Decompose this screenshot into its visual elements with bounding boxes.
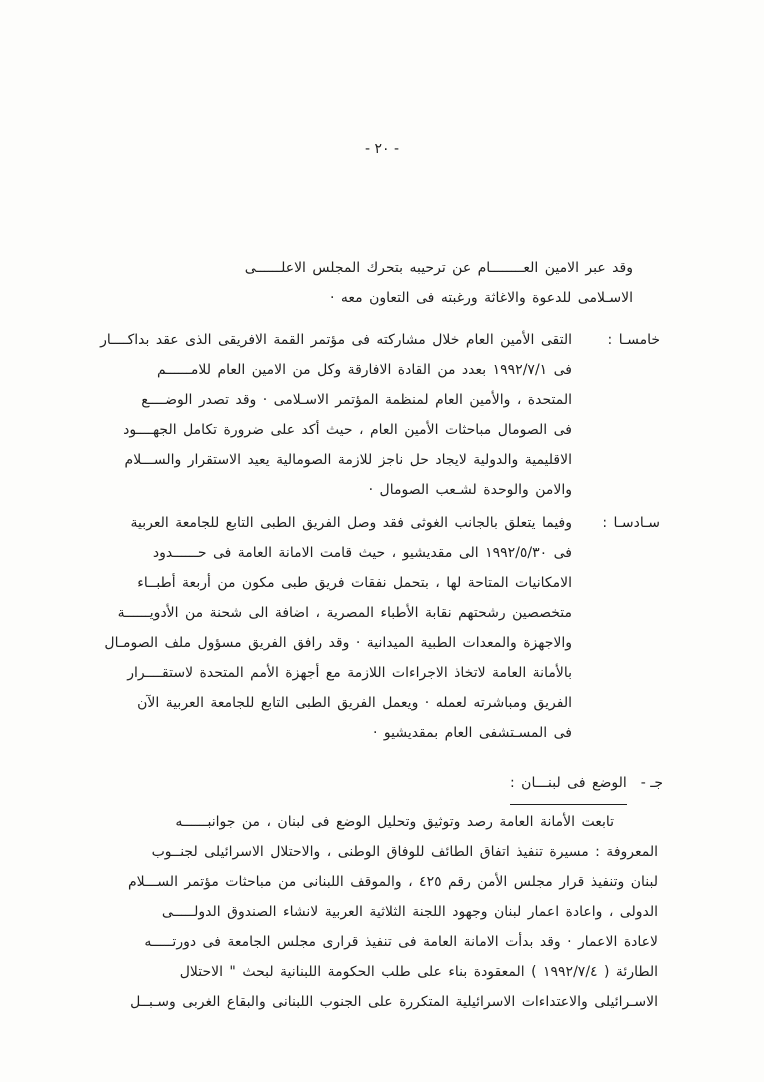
- item-sixth: [104, 508, 660, 748]
- text-line: الفريق ومباشرته لعمله · ويعمل الفريق الطبى التابع للجامعة العربية الآن: [137, 695, 572, 711]
- text-line: المعروفة : مسيرة تنفيذ اتفاق الطائف للوفاق الوطنى ، والاحتلال الاسرائيلى لجنــوب: [151, 844, 658, 860]
- text-line: وقد عبر الامين العــــــــام عن ترحيبه بتحرك المجلس الاعلــــــى: [244, 260, 633, 276]
- lebanon-section-heading: [510, 768, 663, 805]
- text-line: الطارئة ( ١٩٩٢/٧/٤ ) المعقودة بناء على طلب الحكومة اللبنانية لبحث " الاحتلال: [179, 964, 658, 980]
- text-line: لاعادة الاعمار · وقد بدأت الامانة العامة فى تنفيذ قرارى مجلس الجامعة فى دورتـــــه: [144, 934, 658, 950]
- item-fifth: [100, 325, 660, 505]
- item-sixth-label: سـادسـا :: [602, 515, 660, 531]
- text-line: الاسـلامى للدعوة والاغاثة ورغبته فى التعاون معه ·: [330, 290, 633, 306]
- text-line: الامكانيات المتاحة لها ، بتحمل نفقات فريق طبى مكون من أربعة أطبــاء: [137, 575, 572, 591]
- text-line: فى الصومال مباحثات الأمين العام ، حيث أكد على ضرورة تكامل الجهــــود: [123, 422, 572, 438]
- text-line: بالأمانة العامة لاتخاذ الاجراءات اللازمة مع أجهزة الأمم المتحدة لاستقــــرار: [127, 665, 572, 681]
- text-line: متخصصين رشحتهم نقابة الأطباء المصرية ، اضافة الى شحنة من الأدويــــــة: [117, 605, 572, 621]
- text-line: الاسـرائيلى والاعتداءات الاسرائيلية المتكررة على الجنوب اللبنانى والبقاع الغربى وسـبــل: [130, 994, 658, 1010]
- text-line: فى المسـتشفى العام بمقديشيو ·: [372, 725, 572, 741]
- text-line: فى ١٩٩٢/٧/١ بعدد من القادة الافارقة وكل من الامين العام للامــــــم: [156, 362, 572, 378]
- section-marker: جـ -: [640, 775, 663, 791]
- text-line: الدولى ، واعادة اعمار لبنان وجهود اللجنة الثلاثية العربية لانشاء الصندوق الدولـــــى: [161, 904, 658, 920]
- section-title: الوضع فى لبنـــان :: [510, 768, 627, 805]
- item-fifth-label: خامسـا :: [607, 332, 660, 348]
- intro-paragraph: [143, 253, 633, 313]
- item-sixth-body: [104, 508, 572, 748]
- page-number: - ٢٠ -: [364, 141, 400, 157]
- text-line: الاقليمية والدولية لايجاد حل ناجز للازمة الصومالية يعيد الاستقرار والســـلام: [124, 452, 572, 468]
- text-line: لبنان وتنفيذ قرار مجلس الأمن رقم ٤٢٥ ، والموقف اللبنانى من مباحثات مؤتمر الســـلام: [127, 874, 658, 890]
- text-line: والاجهزة والمعدات الطبية الميدانية · وقد رافق الفريق مسؤول ملف الصومـال: [104, 635, 572, 651]
- text-line: والامن والوحدة لشـعب الصومال ·: [368, 482, 572, 498]
- text-line: المتحدة ، والأمين العام لمنظمة المؤتمر الاسـلامى · وقد تصدر الوضــــع: [141, 392, 572, 408]
- item-fifth-body: [100, 325, 572, 505]
- text-line: التقى الأمين العام خلال مشاركته فى مؤتمر القمة الافريقى الذى عقد بداكــــار: [100, 332, 572, 348]
- text-line: فى ١٩٩٢/٥/٣٠ الى مقديشيو ، حيث قامت الامانة العامة فى حــــــدود: [152, 545, 572, 561]
- text-line: وفيما يتعلق بالجانب الغوثى فقد وصل الفريق الطبى التابع للجامعة العربية: [130, 515, 572, 531]
- lebanon-paragraph: [86, 807, 658, 1017]
- text-line: تابعت الأمانة العامة رصد وتوثيق وتحليل الوضع فى لبنان ، من جوانبــــــه: [175, 814, 614, 830]
